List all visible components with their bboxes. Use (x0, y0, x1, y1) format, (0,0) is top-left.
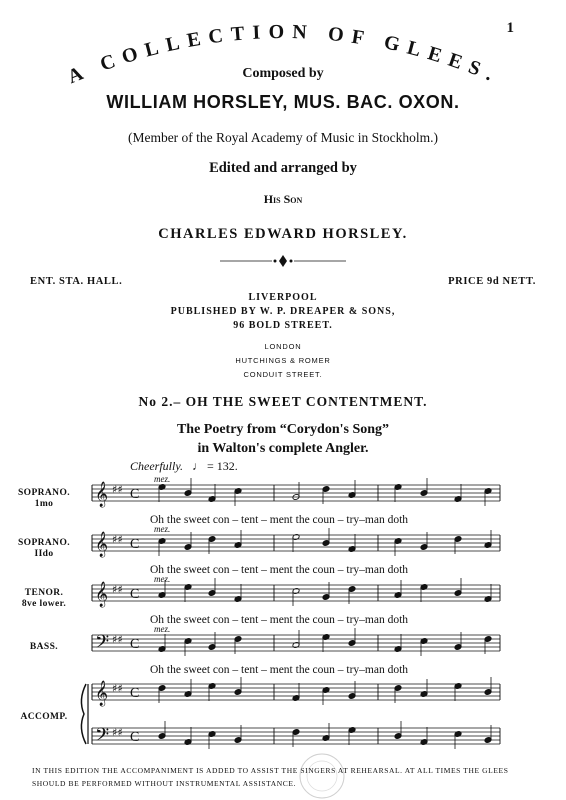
time-signature: C (130, 587, 140, 602)
key-signature: ♯♯ (112, 583, 123, 596)
bass-clef: 𝄢 (95, 725, 110, 750)
song-title: No 2.– OH THE SWEET CONTENTMENT. (138, 394, 428, 409)
his-son: His Son (263, 192, 303, 206)
dynamic-marking: mez. (154, 624, 171, 634)
key-signature: ♯♯ (112, 633, 123, 646)
publisher-city: LIVERPOOL (248, 292, 318, 303)
key-signature: ♯♯ (112, 726, 123, 739)
ornament-divider (220, 254, 346, 268)
voice-part: 1mo (34, 499, 54, 509)
london-agent: HUTCHINGS & ROMER (235, 356, 331, 365)
voice-part: IIdo (34, 549, 54, 559)
time-signature: C (130, 686, 140, 701)
lyrics-bass: Oh the sweet con – tent – ment the coun – try–man doth (150, 664, 409, 676)
london-label: LONDON (264, 342, 302, 351)
page-number: 1 (506, 20, 514, 36)
dynamic-marking: mez. (154, 474, 171, 484)
collection-title (0, 0, 566, 100)
collection-title-text: A COLLECTION OF GLEES. (64, 20, 504, 89)
voice-name: SOPRANO. (17, 488, 71, 498)
voice-part: 8ve lower. (21, 599, 67, 609)
price: PRICE 9d NETT. (448, 276, 536, 287)
poetry-source: The Poetry from “Corydon's Song” (176, 422, 390, 437)
footnote-line-1: IN THIS EDITION THE ACCOMPANIMENT IS ADDED TO ASSIST THE SINGERS AT REHEARSAL. AT ALL TIMES THE GLEES (32, 766, 509, 775)
time-signature: C (130, 637, 140, 652)
key-signature: ♯♯ (112, 682, 123, 695)
lyrics-soprano-1: Oh the sweet con – tent – ment the coun – try–man doth (150, 514, 409, 526)
time-signature: C (130, 487, 140, 502)
treble-clef: 𝄞 (95, 582, 109, 607)
composed-by: Composed by (242, 66, 324, 81)
key-signature: ♯♯ (112, 533, 123, 546)
lyrics-tenor: Oh the sweet con – tent – ment the coun – try–man doth (150, 614, 409, 626)
publisher-name: PUBLISHED BY W. P. DREAPER & SONS, (170, 306, 396, 317)
treble-clef: 𝄞 (95, 681, 109, 706)
publisher-street: 96 BOLD STREET. (233, 320, 333, 331)
voice-name: ACCOMP. (20, 712, 68, 722)
tempo-word: Cheerfully. (130, 459, 183, 473)
dynamic-marking: mez. (154, 524, 171, 534)
time-signature: C (130, 537, 140, 552)
poetry-book: in Walton's complete Angler. (197, 441, 369, 456)
voice-name: TENOR. (24, 588, 64, 598)
member-note: (Member of the Royal Academy of Music in Stockholm.) (127, 130, 439, 145)
key-signature: ♯♯ (112, 483, 123, 496)
entered-stationers-hall: ENT. STA. HALL. (30, 276, 123, 287)
voice-name: BASS. (29, 642, 59, 652)
bass-clef: 𝄢 (95, 632, 110, 657)
time-signature: C (130, 730, 140, 745)
editor-name: CHARLES EDWARD HORSLEY. (158, 226, 408, 242)
treble-clef: 𝄞 (95, 482, 109, 507)
dynamic-marking: mez. (154, 574, 171, 584)
accompaniment-brace (81, 684, 86, 744)
footnote-line-2: SHOULD BE PERFORMED WITHOUT INSTRUMENTAL ASSISTANCE. (32, 779, 297, 788)
library-stamp (298, 752, 346, 800)
lyrics-soprano-2: Oh the sweet con – tent – ment the coun – try–man doth (150, 564, 409, 576)
metronome-mark: ♩ = 132. (192, 459, 238, 473)
music-score (0, 470, 566, 770)
edited-by: Edited and arranged by (209, 160, 357, 176)
treble-clef: 𝄞 (95, 532, 109, 557)
london-street: CONDUIT STREET. (243, 370, 323, 379)
composer-name: WILLIAM HORSLEY, MUS. BAC. OXON. (106, 92, 460, 112)
voice-name: SOPRANO. (17, 538, 71, 548)
